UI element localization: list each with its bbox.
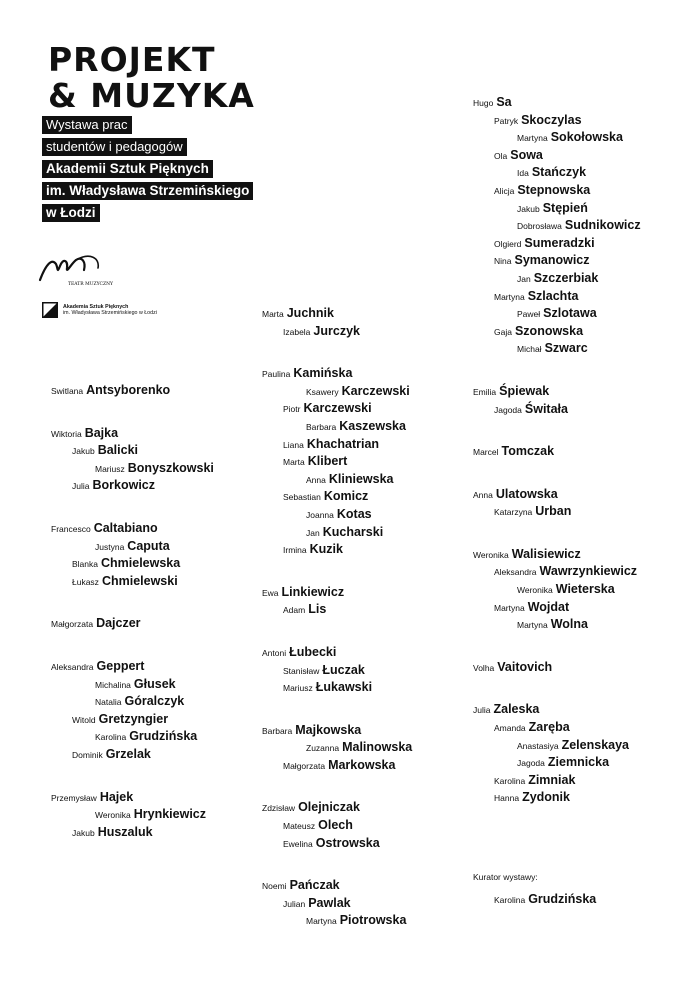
first-name: Aleksandra: [494, 567, 537, 578]
teatr-logo-text: TEATR MUZYCZNY: [68, 282, 114, 287]
first-name: Sebastian: [283, 492, 321, 503]
name-entry: [473, 163, 641, 181]
name-entry: [473, 199, 641, 217]
name-entry: [262, 678, 412, 696]
asp-logo-text: [63, 304, 157, 317]
name-entry: [473, 545, 641, 563]
first-name: Francesco: [51, 523, 91, 534]
name-entry: [473, 771, 641, 789]
group-spacer: [262, 851, 412, 876]
first-name: Jagoda: [494, 404, 522, 415]
last-name: Zelenskaya: [561, 737, 630, 752]
names-column-3: [473, 93, 641, 806]
name-entry: [262, 661, 412, 679]
subtitle-block: [42, 116, 253, 226]
first-name: Adam: [283, 605, 306, 616]
name-entry: [262, 487, 412, 505]
name-entry: [473, 502, 641, 520]
first-name: Switlana: [51, 386, 84, 396]
group-spacer: [262, 339, 412, 364]
subtitle-line: im. Władysława Strzemińskiego: [42, 182, 253, 200]
first-name: Jakub: [72, 827, 95, 838]
name-entry: [473, 562, 641, 580]
first-name: Małgorzata: [51, 619, 94, 630]
first-name: Noemi: [262, 881, 287, 892]
name-entry: [262, 364, 412, 382]
first-name: Marta: [262, 309, 284, 319]
first-name: Piotr: [283, 404, 301, 415]
first-name: Ida: [517, 168, 529, 179]
teatr-muzyczny-logo: [38, 252, 114, 292]
first-name: Anna: [473, 489, 493, 500]
name-entry: [51, 476, 214, 494]
last-name: Piotrowska: [339, 913, 407, 928]
last-name: Wojdat: [527, 599, 570, 614]
first-name: Dominik: [72, 749, 103, 760]
title-line-1: PROJEKT: [48, 40, 216, 79]
name-entry: [262, 798, 412, 816]
curator-entry: [473, 890, 596, 908]
name-entry: [473, 181, 641, 199]
name-entry: [51, 572, 214, 590]
title-line-2: & MUZYKA: [48, 76, 255, 115]
group-spacer: [262, 773, 412, 798]
first-name: Przemysław: [51, 792, 97, 803]
first-name: Volha: [473, 662, 495, 673]
name-entry: [51, 554, 214, 572]
group-spacer: [473, 357, 641, 382]
first-name: Marta: [283, 457, 305, 468]
first-name: Jakub: [72, 446, 95, 457]
first-name: Hugo: [473, 98, 494, 108]
group-spacer: [51, 399, 214, 424]
group-spacer: [51, 763, 214, 788]
name-entry: [473, 234, 641, 252]
first-name: Blanka: [72, 559, 98, 570]
name-entry: [51, 727, 214, 745]
last-name: Kotas: [336, 506, 372, 521]
name-entry: [262, 756, 412, 774]
last-name: Łuczak: [322, 662, 365, 677]
first-name: Anna: [306, 474, 326, 485]
last-name: Ulatowska: [495, 486, 558, 501]
last-name: Szwarc: [544, 341, 588, 356]
first-name: Jan: [517, 273, 531, 284]
last-name: Hrynkiewicz: [133, 807, 207, 822]
last-name: Bonyszkowski: [127, 460, 214, 475]
first-name: Stanisław: [283, 665, 320, 676]
first-name: Michalina: [95, 679, 131, 690]
name-entry: [51, 710, 214, 728]
last-name: Wieterska: [555, 582, 615, 597]
first-name: Izabela: [283, 326, 311, 337]
first-name: Witold: [72, 714, 96, 725]
first-name: Łukasz: [72, 576, 99, 587]
first-name: Karolina: [95, 732, 127, 743]
first-name: Olgierd: [494, 238, 522, 249]
first-name: Mateusz: [283, 821, 316, 832]
name-entry: [473, 382, 641, 400]
last-name: Kliniewska: [328, 471, 394, 486]
group-spacer: [51, 589, 214, 614]
first-name: Katarzyna: [494, 507, 533, 518]
name-entry: [473, 580, 641, 598]
first-name: Ksawery: [306, 386, 339, 397]
name-entry: [262, 322, 412, 340]
name-entry: [262, 816, 412, 834]
name-entry: [473, 93, 641, 111]
name-entry: [473, 287, 641, 305]
last-name: Kamińska: [293, 366, 353, 381]
name-entry: [473, 598, 641, 616]
first-name: Anastasiya: [517, 740, 559, 751]
group-spacer: [262, 618, 412, 643]
first-name: Martyna: [494, 291, 525, 302]
asp-logo: [42, 302, 157, 318]
names-column-1: [51, 381, 214, 840]
last-name: Komicz: [323, 489, 369, 504]
name-entry: [473, 700, 641, 718]
last-name: Sumeradzki: [524, 235, 595, 250]
first-name: Martyna: [494, 602, 525, 613]
last-name: Szlotawa: [543, 306, 597, 321]
first-name: Barbara: [262, 725, 293, 736]
name-entry: [262, 643, 412, 661]
last-name: Śpiewak: [499, 383, 550, 398]
last-name: Lis: [308, 602, 327, 617]
name-entry: [473, 322, 641, 340]
name-entry: [262, 304, 412, 322]
last-name: Malinowska: [342, 740, 413, 755]
last-name: Szlachta: [527, 288, 579, 303]
last-name: Ziemnicka: [547, 755, 610, 770]
subtitle-line: studentów i pedagogów: [42, 138, 187, 156]
name-entry: [473, 753, 641, 771]
name-entry: [51, 381, 214, 399]
last-name: Szczerbiak: [533, 270, 599, 285]
last-name: Symanowicz: [514, 253, 590, 268]
name-entry: [473, 400, 641, 418]
page-title: [48, 42, 255, 114]
name-entry: [262, 876, 412, 894]
last-name: Stępień: [542, 200, 588, 215]
first-name: Jakub: [517, 203, 540, 214]
last-name: Karczewski: [303, 401, 372, 416]
first-name: Michał: [517, 344, 542, 355]
name-entry: [473, 788, 641, 806]
last-name: Chmielewski: [101, 573, 178, 588]
first-name: Paweł: [517, 309, 541, 320]
first-name: Marcel: [473, 447, 499, 458]
last-name: Pawlak: [308, 895, 351, 910]
last-name: Linkiewicz: [281, 584, 345, 599]
name-entry: [473, 269, 641, 287]
asp-emblem-icon: [42, 302, 58, 318]
first-name: Zuzanna: [306, 743, 340, 754]
group-spacer: [473, 520, 641, 545]
last-name: Zimniak: [528, 772, 576, 787]
first-name: Dobrosława: [517, 221, 562, 232]
asp-logo-line-2: im. Władysława Strzemińskiego w Łodzi: [63, 310, 157, 316]
first-name: Barbara: [306, 421, 337, 432]
last-name: Skoczylas: [521, 112, 582, 127]
names-column-2: [262, 304, 412, 929]
name-entry: [262, 600, 412, 618]
group-spacer: [473, 417, 641, 442]
first-name: Aleksandra: [51, 661, 94, 672]
group-spacer: [262, 696, 412, 721]
first-name: Natalia: [95, 697, 122, 708]
group-spacer: [473, 633, 641, 658]
name-entry: [262, 470, 412, 488]
last-name: Głusek: [133, 676, 176, 691]
name-entry: [262, 834, 412, 852]
last-name: Juchnik: [286, 306, 334, 320]
last-name: Stańczyk: [531, 165, 587, 180]
name-entry: [473, 304, 641, 322]
first-name: Ewa: [262, 587, 279, 598]
name-entry: [262, 721, 412, 739]
name-entry: [473, 216, 641, 234]
first-name: Weronika: [473, 549, 509, 560]
first-name: Ola: [494, 150, 508, 161]
name-entry: [473, 615, 641, 633]
last-name: Sa: [496, 95, 512, 109]
group-spacer: [473, 675, 641, 700]
name-entry: [262, 399, 412, 417]
last-name: Gretzyngier: [98, 711, 169, 726]
first-name: Jagoda: [517, 758, 545, 769]
name-entry: [51, 675, 214, 693]
last-name: Góralczyk: [124, 694, 185, 709]
last-name: Olejniczak: [298, 800, 360, 815]
name-entry: [262, 382, 412, 400]
curator-first-name: Karolina: [494, 895, 526, 905]
last-name: Karczewski: [341, 383, 410, 398]
last-name: Szonowska: [514, 323, 584, 338]
first-name: Antoni: [262, 647, 287, 658]
last-name: Chmielewska: [101, 556, 181, 571]
first-name: Nina: [494, 256, 512, 267]
last-name: Sudnikowicz: [564, 218, 641, 233]
subtitle-line: Wystawa prac: [42, 116, 132, 134]
last-name: Geppert: [96, 658, 145, 673]
first-name: Julian: [283, 898, 306, 909]
name-entry: [262, 540, 412, 558]
first-name: Liana: [283, 439, 304, 450]
last-name: Łukawski: [315, 680, 373, 695]
last-name: Antsyborenko: [86, 383, 171, 397]
first-name: Weronika: [95, 810, 131, 821]
last-name: Hajek: [99, 789, 134, 804]
last-name: Kuzik: [309, 542, 343, 557]
group-spacer: [51, 494, 214, 519]
name-entry: [473, 251, 641, 269]
first-name: Hanna: [494, 793, 520, 804]
name-entry: [51, 823, 214, 841]
name-entry: [473, 718, 641, 736]
last-name: Jurczyk: [313, 323, 360, 338]
name-entry: [51, 614, 214, 632]
name-entry: [51, 537, 214, 555]
last-name: Balicki: [97, 443, 138, 458]
last-name: Ostrowska: [315, 835, 380, 850]
name-entry: [262, 417, 412, 435]
first-name: Jan: [306, 527, 320, 538]
name-entry: [51, 745, 214, 763]
name-entry: [51, 441, 214, 459]
group-spacer: [262, 558, 412, 583]
last-name: Wawrzynkiewicz: [539, 564, 638, 579]
first-name: Mariusz: [283, 683, 313, 694]
first-name: Justyna: [95, 541, 125, 552]
name-entry: [262, 523, 412, 541]
last-name: Majkowska: [295, 722, 362, 737]
last-name: Urban: [535, 504, 572, 519]
last-name: Borkowicz: [92, 478, 155, 493]
last-name: Huszaluk: [97, 824, 153, 839]
last-name: Tomczak: [501, 444, 555, 459]
first-name: Martyna: [517, 620, 548, 631]
name-entry: [262, 738, 412, 756]
last-name: Zaręba: [528, 720, 570, 735]
name-entry: [473, 442, 641, 460]
first-name: Weronika: [517, 585, 553, 596]
first-name: Joanna: [306, 509, 334, 520]
subtitle-line: w Łodzi: [42, 204, 100, 222]
name-entry: [473, 128, 641, 146]
last-name: Caputa: [127, 538, 170, 553]
first-name: Patryk: [494, 115, 519, 126]
name-entry: [51, 424, 214, 442]
last-name: Grudzińska: [129, 729, 198, 744]
name-entry: [51, 459, 214, 477]
first-name: Martyna: [306, 916, 337, 927]
name-entry: [473, 736, 641, 754]
last-name: Olech: [318, 818, 353, 833]
first-name: Emilia: [473, 386, 497, 397]
first-name: Zdzisław: [262, 803, 296, 814]
last-name: Kucharski: [322, 524, 384, 539]
last-name: Walisiewicz: [511, 546, 581, 561]
last-name: Grzelak: [105, 746, 151, 761]
first-name: Alicja: [494, 185, 515, 196]
first-name: Paulina: [262, 369, 291, 380]
curator-last-name: Grudzińska: [528, 892, 597, 906]
subtitle-line: Akademii Sztuk Pięknych: [42, 160, 213, 178]
last-name: Dajczer: [96, 616, 141, 631]
last-name: Markowska: [328, 757, 396, 772]
first-name: Mariusz: [95, 463, 125, 474]
name-entry: [51, 519, 214, 537]
last-name: Klibert: [307, 454, 348, 469]
name-entry: [473, 146, 641, 164]
name-entry: [262, 452, 412, 470]
last-name: Wolna: [550, 617, 588, 632]
last-name: Kaszewska: [339, 418, 406, 433]
name-entry: [262, 435, 412, 453]
name-entry: [51, 692, 214, 710]
first-name: Wiktoria: [51, 428, 82, 439]
group-spacer: [473, 460, 641, 485]
name-entry: [473, 111, 641, 129]
first-name: Irmina: [283, 545, 307, 556]
name-entry: [262, 505, 412, 523]
last-name: Stepnowska: [517, 182, 591, 197]
name-entry: [473, 658, 641, 676]
name-entry: [262, 911, 412, 929]
curator-block: [473, 870, 596, 908]
last-name: Zaleska: [493, 702, 540, 717]
last-name: Zydonik: [522, 790, 570, 805]
last-name: Sokołowska: [550, 130, 623, 145]
first-name: Karolina: [494, 775, 526, 786]
name-entry: [51, 657, 214, 675]
name-entry: [262, 583, 412, 601]
last-name: Bajka: [84, 425, 119, 440]
group-spacer: [51, 632, 214, 657]
last-name: Khachatrian: [306, 436, 380, 451]
first-name: Ewelina: [283, 838, 313, 849]
last-name: Vaitovich: [497, 659, 553, 674]
name-entry: [262, 894, 412, 912]
last-name: Łubecki: [289, 644, 337, 659]
first-name: Małgorzata: [283, 760, 326, 771]
asp-logo-line-1: Akademia Sztuk Pięknych: [63, 303, 129, 310]
last-name: Pańczak: [289, 878, 340, 893]
name-entry: [473, 339, 641, 357]
name-entry: [51, 788, 214, 806]
first-name: Martyna: [517, 133, 548, 144]
name-entry: [51, 805, 214, 823]
first-name: Julia: [72, 481, 90, 492]
first-name: Julia: [473, 705, 491, 716]
last-name: Caltabiano: [93, 520, 158, 535]
first-name: Amanda: [494, 723, 526, 734]
first-name: Gaja: [494, 326, 512, 337]
last-name: Świtała: [524, 401, 568, 416]
last-name: Sowa: [510, 147, 543, 162]
curator-label: Kurator wystawy:: [473, 872, 538, 882]
name-entry: [473, 485, 641, 503]
